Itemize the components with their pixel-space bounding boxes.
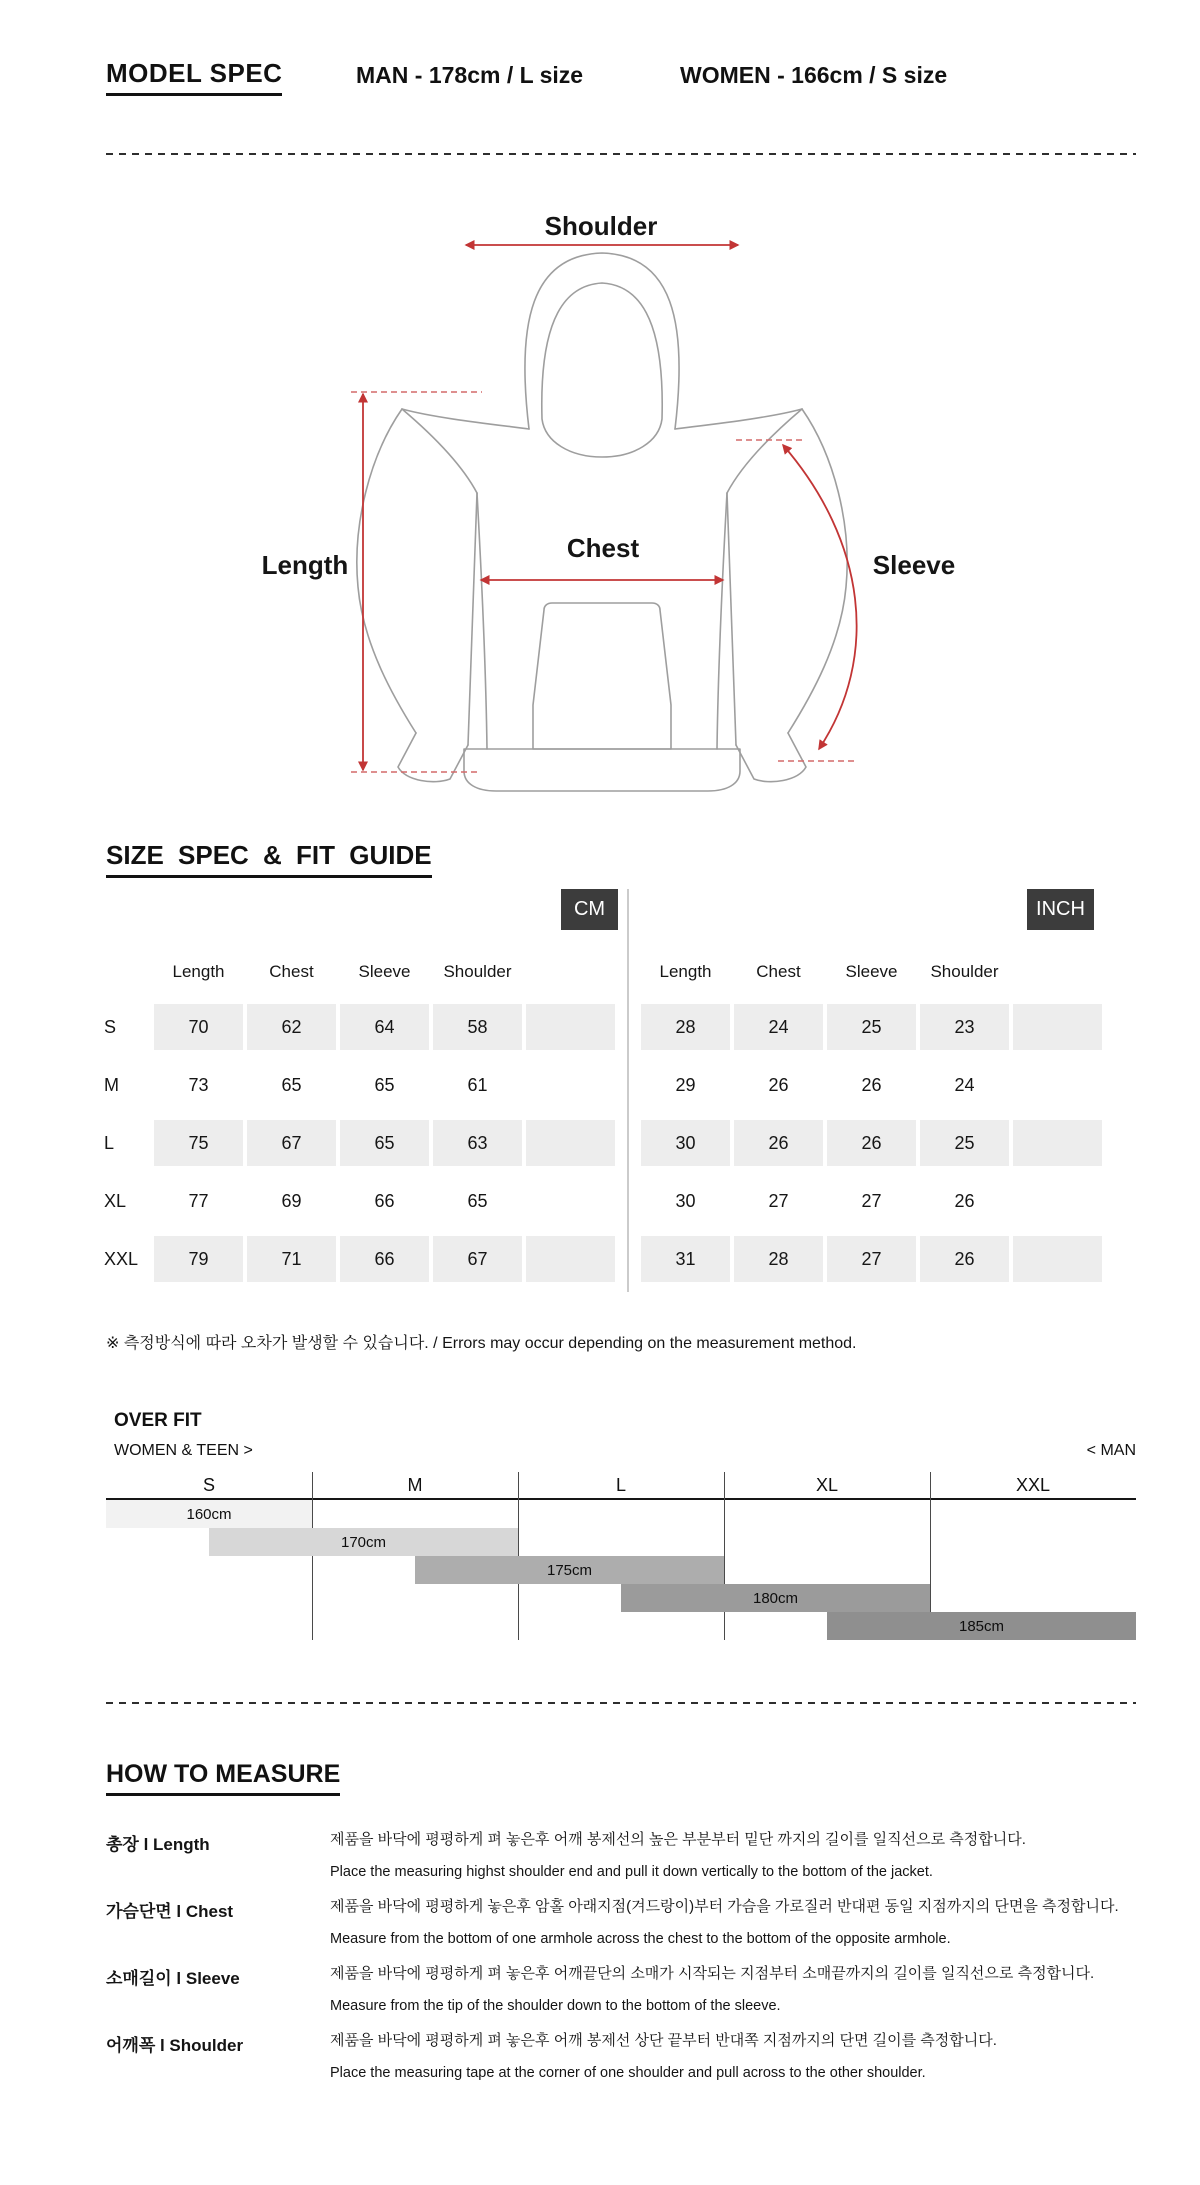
fit-column-line bbox=[312, 1472, 313, 1640]
unit-badge-cm: CM bbox=[561, 889, 618, 930]
model-spec-women: WOMEN - 166cm / S size bbox=[680, 62, 948, 88]
dashed-divider-top bbox=[106, 153, 1136, 155]
measure-desc bbox=[330, 2031, 1166, 2083]
size-cell: 25 bbox=[827, 1004, 916, 1050]
size-cell: 66 bbox=[374, 1190, 395, 1211]
column-header: Chest bbox=[756, 962, 801, 981]
size-cell: 30 bbox=[641, 1120, 730, 1166]
size-cell: 27 bbox=[827, 1236, 916, 1282]
size-row-label: M bbox=[104, 1074, 119, 1095]
measure-desc bbox=[330, 1830, 1166, 1882]
measure-row bbox=[106, 2031, 1166, 2083]
table-row bbox=[104, 1114, 617, 1172]
size-cell: 61 bbox=[467, 1074, 488, 1095]
measure-row bbox=[106, 1830, 1166, 1882]
fit-size-header: S bbox=[202, 1474, 215, 1495]
size-row-label: XL bbox=[104, 1190, 127, 1211]
size-cell: 27 bbox=[768, 1190, 789, 1211]
fit-size-header: L bbox=[615, 1474, 626, 1495]
size-cell: 24 bbox=[954, 1074, 975, 1095]
table-divider bbox=[627, 889, 629, 1292]
table-row bbox=[104, 1056, 617, 1114]
size-cell: 70 bbox=[154, 1004, 243, 1050]
size-cell: 65 bbox=[374, 1074, 395, 1095]
model-spec-man: MAN - 178cm / L size bbox=[356, 62, 584, 88]
table-row bbox=[104, 1230, 617, 1288]
diagram-label-sleeve: Sleeve bbox=[872, 550, 956, 580]
column-header: Length bbox=[659, 962, 712, 981]
size-table-cm bbox=[104, 946, 617, 1288]
size-cell: 29 bbox=[675, 1074, 696, 1095]
column-header: Shoulder bbox=[930, 962, 999, 981]
measure-row bbox=[106, 1964, 1166, 2016]
table-row bbox=[639, 1056, 1104, 1114]
column-header: Shoulder bbox=[443, 962, 512, 981]
measure-guide-dashes bbox=[351, 392, 854, 772]
diagram-label-shoulder: Shoulder bbox=[544, 211, 658, 241]
measure-desc-korean: 제품을 바닥에 평평하게 펴 놓은후 어깨끝단의 소매가 시작되는 지점부터 소매끝까지의 길이를 일직선으로 측정합니다. bbox=[330, 1965, 1095, 1982]
measure-term: 소매길이 l Sleeve bbox=[106, 1969, 240, 1988]
hoodie-outline bbox=[357, 253, 847, 791]
size-cell: 63 bbox=[433, 1120, 522, 1166]
size-cell-blank bbox=[526, 1004, 615, 1050]
column-header: Sleeve bbox=[845, 962, 898, 981]
size-cell: 27 bbox=[861, 1190, 882, 1211]
fit-size-header: M bbox=[407, 1474, 423, 1495]
size-row-label: L bbox=[104, 1132, 115, 1153]
size-cell-blank bbox=[1013, 1062, 1102, 1108]
fit-bar: 180cm bbox=[621, 1584, 930, 1612]
table-row bbox=[104, 998, 617, 1056]
size-cell: 24 bbox=[734, 1004, 823, 1050]
size-cell: 77 bbox=[188, 1190, 209, 1211]
column-header: Length bbox=[172, 962, 225, 981]
size-cell: 67 bbox=[433, 1236, 522, 1282]
measure-desc bbox=[330, 1964, 1166, 2016]
size-cell-blank bbox=[526, 1178, 615, 1224]
size-cell: 26 bbox=[768, 1074, 789, 1095]
size-table-header-row bbox=[639, 946, 1104, 998]
size-cell-blank bbox=[1013, 1120, 1102, 1166]
table-row bbox=[639, 1230, 1104, 1288]
size-cell: 69 bbox=[281, 1190, 302, 1211]
diagram-label-length: Length bbox=[261, 550, 349, 580]
size-cell: 26 bbox=[827, 1120, 916, 1166]
size-cell: 28 bbox=[734, 1236, 823, 1282]
fit-bar: 160cm bbox=[106, 1500, 312, 1528]
overfit-title: OVER FIT bbox=[114, 1410, 202, 1431]
size-cell-blank bbox=[1013, 1004, 1102, 1050]
size-cell: 75 bbox=[154, 1120, 243, 1166]
column-header: Chest bbox=[269, 962, 314, 981]
fit-chart bbox=[106, 1472, 1136, 1640]
dashed-divider-bottom bbox=[106, 1702, 1136, 1704]
measure-row bbox=[106, 1897, 1166, 1949]
table-row bbox=[639, 1172, 1104, 1230]
size-row-label: S bbox=[104, 1016, 117, 1037]
size-cell: 23 bbox=[920, 1004, 1009, 1050]
fit-bar: 175cm bbox=[415, 1556, 724, 1584]
size-table-inch bbox=[639, 946, 1104, 1288]
measure-term: 어깨폭 l Shoulder bbox=[106, 2036, 244, 2055]
size-cell: 31 bbox=[641, 1236, 730, 1282]
table-row bbox=[639, 998, 1104, 1056]
measure-desc-english: Place the measuring highst shoulder end and pull it down vertically to the bottom of the jacket. bbox=[330, 1864, 933, 1880]
measure-term: 가슴단면 l Chest bbox=[106, 1902, 234, 1921]
size-cell: 26 bbox=[734, 1120, 823, 1166]
size-cell: 26 bbox=[861, 1074, 882, 1095]
measure-term: 총장 l Length bbox=[106, 1835, 210, 1854]
size-table-header-row bbox=[104, 946, 617, 998]
measure-desc-korean: 제품을 바닥에 평평하게 놓은후 암홀 아래지점(겨드랑이)부터 가슴을 가로질러 반대편 동일 지점까지의 단면을 측정합니다. bbox=[330, 1898, 1119, 1915]
size-cell-blank bbox=[1013, 1236, 1102, 1282]
size-cell: 73 bbox=[188, 1074, 209, 1095]
measure-desc-english: Measure from the tip of the shoulder down to the bottom of the sleeve. bbox=[330, 1998, 781, 2014]
size-cell-blank bbox=[1013, 1178, 1102, 1224]
measure-desc bbox=[330, 1897, 1166, 1949]
size-cell: 26 bbox=[954, 1190, 975, 1211]
column-header: Sleeve bbox=[358, 962, 411, 981]
size-cell-blank bbox=[526, 1062, 615, 1108]
fit-bar: 185cm bbox=[827, 1612, 1136, 1640]
size-row-label: XXL bbox=[104, 1248, 139, 1269]
overfit-man-label: < MAN bbox=[1086, 1442, 1136, 1459]
measure-desc-english: Place the measuring tape at the corner of one shoulder and pull across to the other shoulder. bbox=[330, 2065, 926, 2081]
size-cell-blank bbox=[526, 1120, 615, 1166]
size-cell: 64 bbox=[340, 1004, 429, 1050]
size-cell: 65 bbox=[281, 1074, 302, 1095]
size-cell: 65 bbox=[467, 1190, 488, 1211]
size-cell: 28 bbox=[641, 1004, 730, 1050]
fit-size-header: XXL bbox=[1015, 1474, 1051, 1495]
size-cell: 67 bbox=[247, 1120, 336, 1166]
fit-bar: 170cm bbox=[209, 1528, 518, 1556]
measure-desc-korean: 제품을 바닥에 평평하게 펴 놓은후 어깨 봉제선 상단 끝부터 반대쪽 지점까지의 단면 길이를 측정합니다. bbox=[330, 2032, 997, 2049]
measure-desc-english: Measure from the bottom of one armhole across the chest to the bottom of the opposite armhole. bbox=[330, 1931, 951, 1947]
hoodie-measurement-diagram bbox=[230, 193, 990, 818]
table-row bbox=[639, 1114, 1104, 1172]
size-cell: 79 bbox=[154, 1236, 243, 1282]
size-cell: 62 bbox=[247, 1004, 336, 1050]
size-cell: 66 bbox=[340, 1236, 429, 1282]
size-cell: 30 bbox=[675, 1190, 696, 1211]
overfit-women-teen-label: WOMEN & TEEN > bbox=[114, 1442, 253, 1459]
table-row bbox=[104, 1172, 617, 1230]
size-cell: 58 bbox=[433, 1004, 522, 1050]
diagram-label-chest: Chest bbox=[566, 533, 640, 563]
fit-column-line bbox=[724, 1472, 725, 1640]
size-cell: 71 bbox=[247, 1236, 336, 1282]
measure-desc-korean: 제품을 바닥에 평평하게 펴 놓은후 어깨 봉제선의 높은 부분부터 밑단 까지의 길이를 일직선으로 측정합니다. bbox=[330, 1831, 1026, 1848]
size-cell-blank bbox=[526, 1236, 615, 1282]
size-spec-title: SIZE SPEC & FIT GUIDE bbox=[106, 840, 432, 878]
page-title: MODEL SPEC bbox=[106, 58, 282, 96]
size-cell: 26 bbox=[920, 1236, 1009, 1282]
fit-size-header: XL bbox=[815, 1474, 839, 1495]
size-cell: 65 bbox=[340, 1120, 429, 1166]
how-to-measure-title: HOW TO MEASURE bbox=[106, 1760, 340, 1796]
size-cell: 25 bbox=[920, 1120, 1009, 1166]
measurement-note: ※ 측정방식에 따라 오차가 발생할 수 있습니다. / Errors may occur depending on the measurement method. bbox=[106, 1335, 857, 1352]
unit-badge-inch: INCH bbox=[1027, 889, 1094, 930]
how-to-measure-list bbox=[106, 1830, 1166, 2098]
